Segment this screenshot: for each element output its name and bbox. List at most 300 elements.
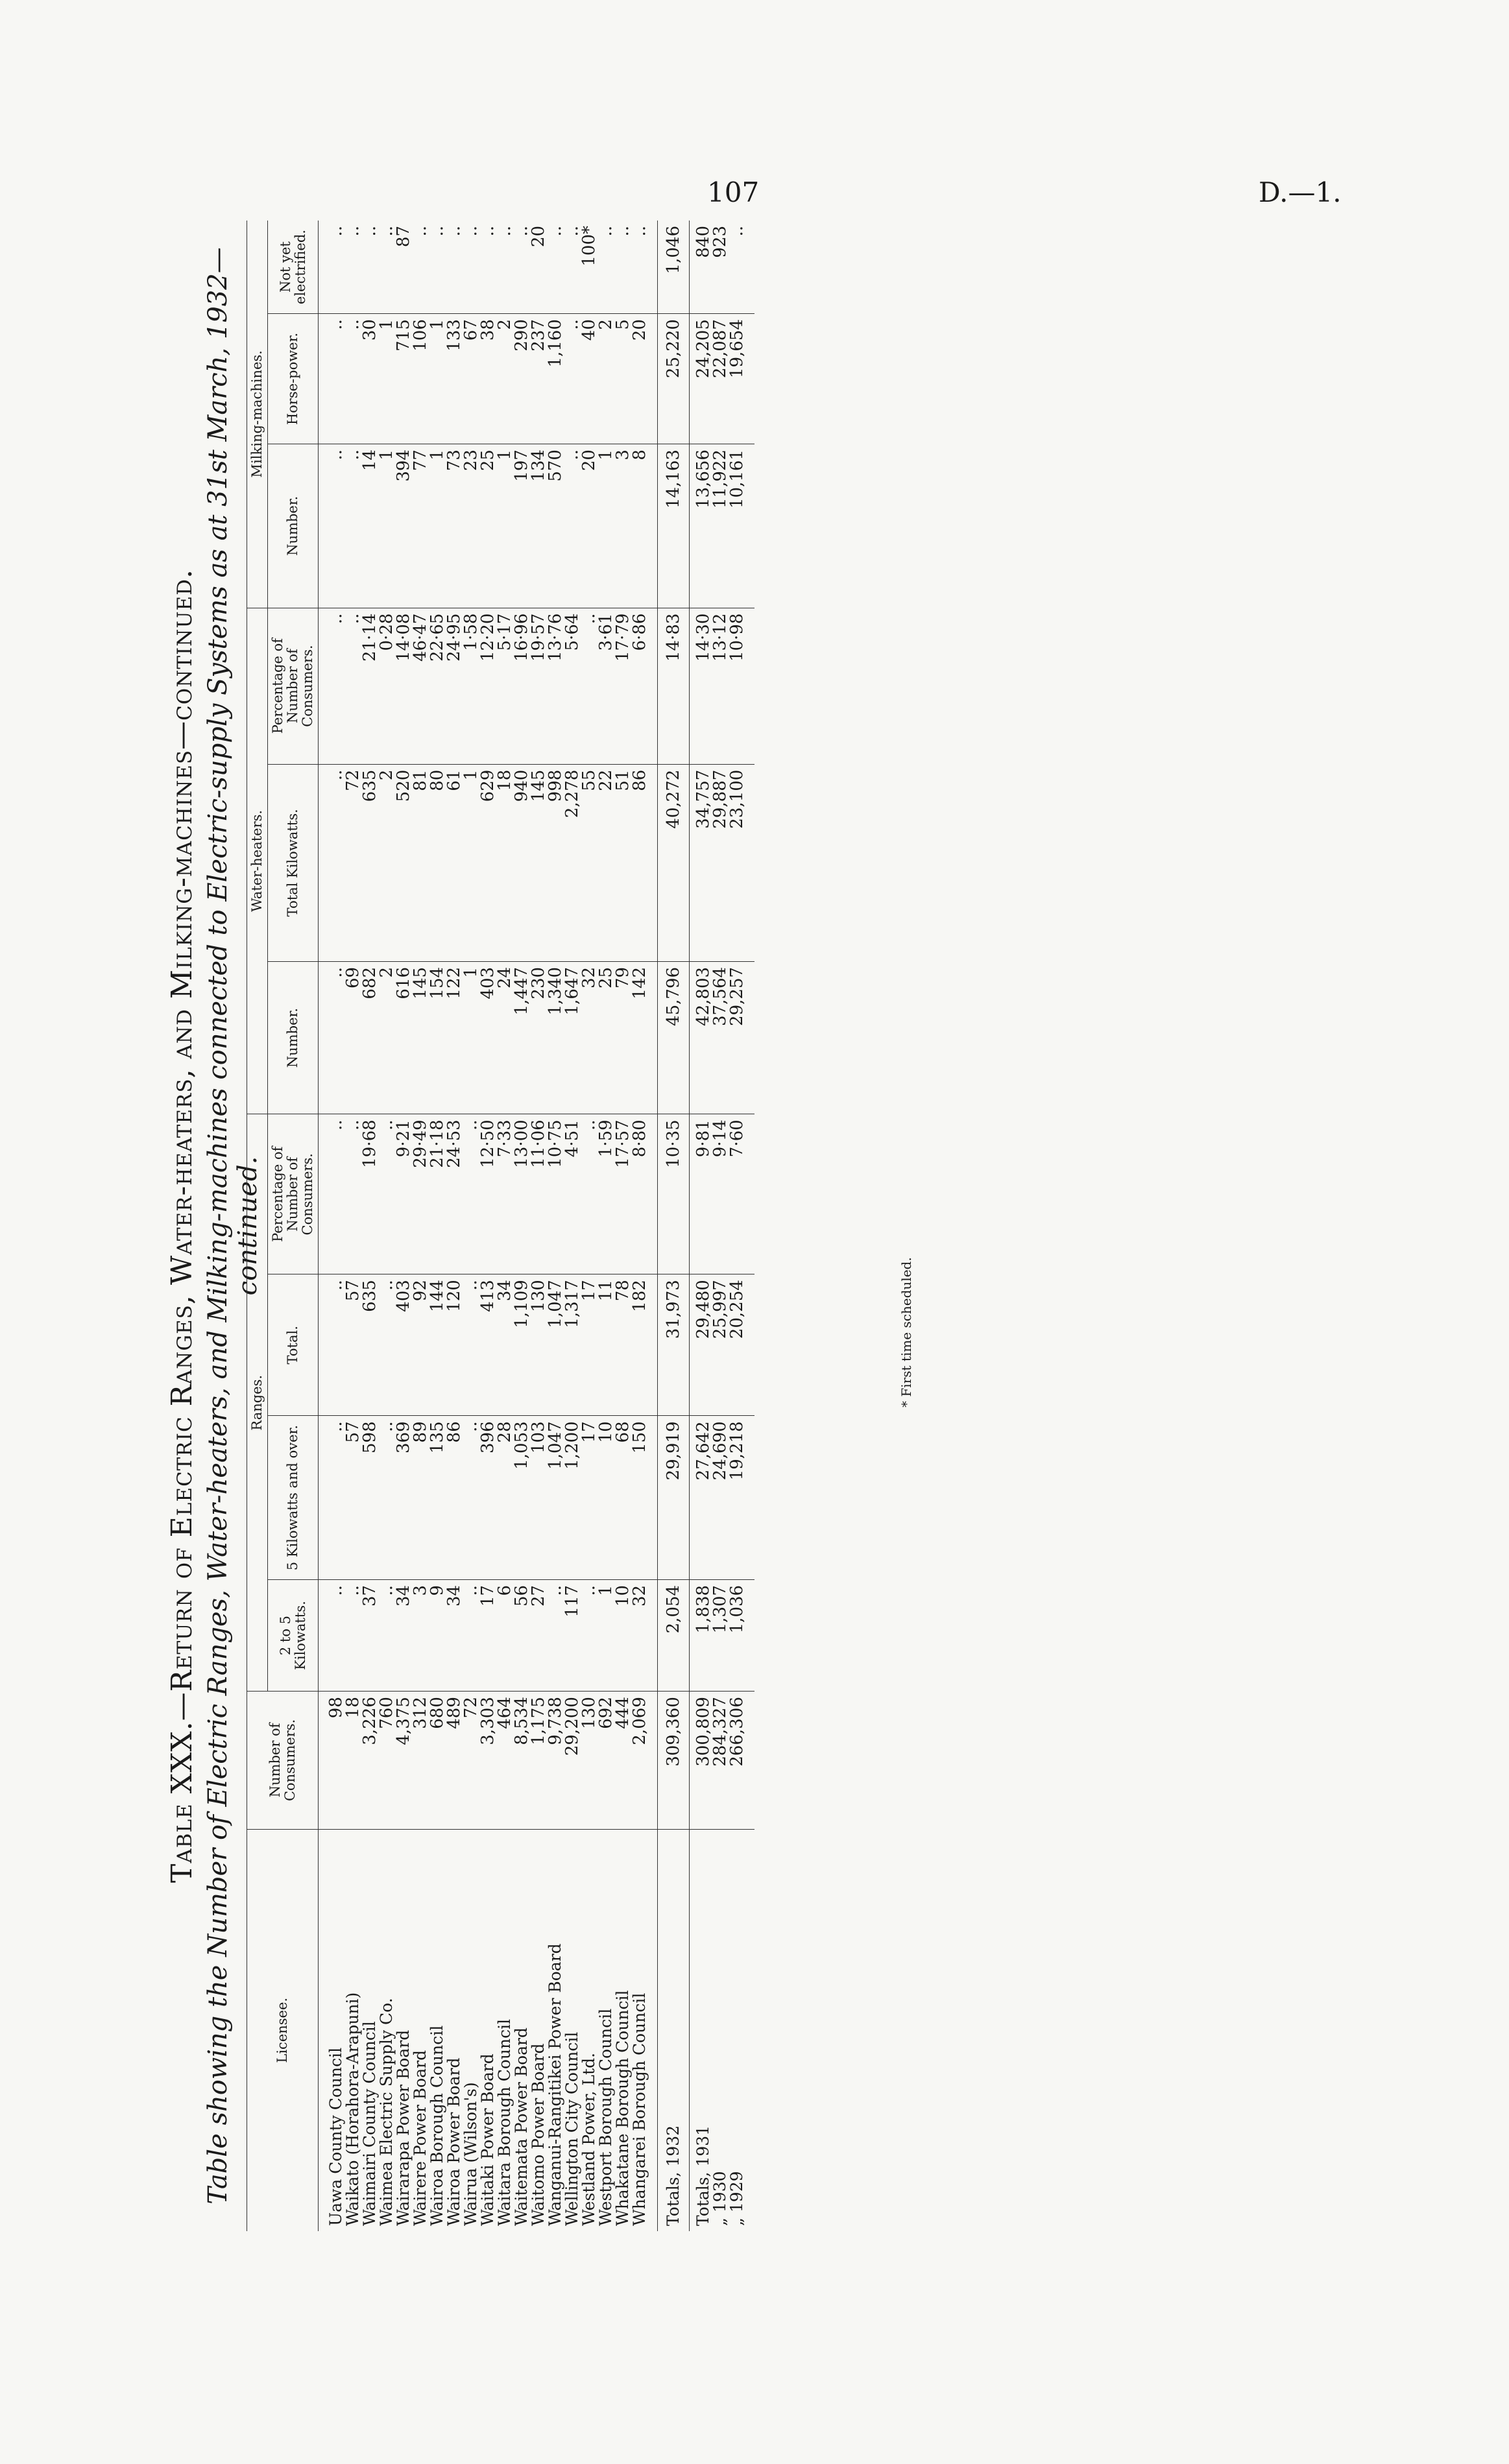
value-cell-wpct: 19·57 xyxy=(530,608,547,764)
value-cell-mhp: .. xyxy=(344,314,361,444)
value-cell-mhp: 40 xyxy=(581,314,598,444)
value-cell-mnum: .. xyxy=(328,444,344,608)
header-ranges-5over: 5 Kilowatts and over. xyxy=(268,1416,319,1580)
licensee-cell: Totals, 1931 xyxy=(690,1829,712,2231)
value-cell-mhp: .. xyxy=(564,314,581,444)
table-row xyxy=(530,221,547,2231)
value-cell-r5: 396 xyxy=(479,1416,496,1580)
value-cell-rtot: 31,973 xyxy=(658,1274,690,1416)
value-cell-wnum: 32 xyxy=(581,961,598,1114)
value-cell-consumers: 489 xyxy=(446,1692,463,1829)
value-cell-mny: .. xyxy=(478,226,498,237)
spacer-cell xyxy=(648,221,658,314)
value-cell-mhp: 24,205 xyxy=(690,314,712,444)
value-cell-mnum: 134 xyxy=(530,444,547,608)
value-cell-rpct: 7·60 xyxy=(729,1114,745,1274)
licensee-cell: Wairoa Power Board xyxy=(446,1829,463,2231)
spacer-cell xyxy=(745,764,754,961)
spacer-cell xyxy=(319,608,328,764)
value-cell-rpct: .. xyxy=(581,1114,598,1274)
value-cell-rpct: 12·50 xyxy=(479,1114,496,1274)
value-cell-mny: .. xyxy=(512,226,531,237)
value-cell-wkw: 86 xyxy=(631,764,648,961)
value-cell-rpct: 17·57 xyxy=(614,1114,631,1274)
value-cell-rpct: .. xyxy=(378,1114,395,1274)
table-row xyxy=(378,221,395,2231)
value-cell-wkw: 51 xyxy=(614,764,631,961)
value-cell-r5: 10 xyxy=(598,1416,614,1580)
licensee-cell: Uawa County Council xyxy=(328,1829,344,2231)
value-cell-wnum: 24 xyxy=(496,961,513,1114)
value-cell-r25: .. xyxy=(581,1579,598,1691)
value-cell-mnum: 1 xyxy=(598,444,614,608)
licensee-cell: „ 1930 xyxy=(712,1829,729,2231)
value-cell-rtot: 635 xyxy=(361,1274,378,1416)
value-cell-mhp: 25,220 xyxy=(658,314,690,444)
value-cell-consumers: 29,200 xyxy=(564,1692,581,1829)
value-cell-wnum: 154 xyxy=(429,961,446,1114)
totals-row xyxy=(658,221,690,2231)
header-water-heaters: Water-heaters. xyxy=(247,608,268,1114)
value-cell-wnum: 1 xyxy=(463,961,479,1114)
value-cell-mny: .. xyxy=(360,226,380,237)
spacer-cell xyxy=(745,1274,754,1416)
value-cell-wpct: 13·76 xyxy=(547,608,564,764)
value-cell-wkw: 635 xyxy=(361,764,378,961)
licensee-cell: Wairere Power Board xyxy=(412,1829,429,2231)
value-cell-mny: 840 xyxy=(694,226,713,258)
spacer-cell xyxy=(319,764,328,961)
value-cell-consumers: 312 xyxy=(412,1692,429,1829)
value-cell-rtot: 17 xyxy=(581,1274,598,1416)
value-cell-wpct: .. xyxy=(344,608,361,764)
spacer-cell xyxy=(745,1416,754,1580)
value-cell-mny: 100* xyxy=(579,226,599,267)
value-cell-mhp: 22,087 xyxy=(712,314,729,444)
value-cell-mhp: 1 xyxy=(378,314,395,444)
value-cell-r5: 24,690 xyxy=(712,1416,729,1580)
value-cell-r5: 598 xyxy=(361,1416,378,1580)
licensee-cell: Waitemata Power Board xyxy=(513,1829,530,2231)
value-cell-wnum: 616 xyxy=(395,961,412,1114)
value-cell-mhp: 237 xyxy=(530,314,547,444)
value-cell-wpct: .. xyxy=(328,608,344,764)
value-cell-r5: 86 xyxy=(446,1416,463,1580)
value-cell-rtot: .. xyxy=(378,1274,395,1416)
spacer-cell xyxy=(319,1114,328,1274)
value-cell-mhp: 5 xyxy=(614,314,631,444)
value-cell-mhp: 38 xyxy=(479,314,496,444)
value-cell-wpct: 22·65 xyxy=(429,608,446,764)
prior-year-row xyxy=(712,221,729,2231)
value-cell-rpct: .. xyxy=(344,1114,361,1274)
value-cell-r5: .. xyxy=(328,1416,344,1580)
value-cell-r5: 28 xyxy=(496,1416,513,1580)
value-cell-r25: 1,838 xyxy=(690,1579,712,1691)
licensee-cell: Waitaki Power Board xyxy=(479,1829,496,2231)
table-row xyxy=(446,221,463,2231)
table-row xyxy=(631,221,648,2231)
value-cell-consumers: 444 xyxy=(614,1692,631,1829)
value-cell-wnum: 1,647 xyxy=(564,961,581,1114)
value-cell-rtot: 403 xyxy=(395,1274,412,1416)
value-cell-wpct: 17·79 xyxy=(614,608,631,764)
value-cell-mnum: 197 xyxy=(513,444,530,608)
table-row xyxy=(361,221,378,2231)
value-cell-r5: 150 xyxy=(631,1416,648,1580)
value-cell-mnum: .. xyxy=(344,444,361,608)
value-cell-r25: 9 xyxy=(429,1579,446,1691)
value-cell-wkw: 2,278 xyxy=(564,764,581,961)
licensee-cell: Westport Borough Council xyxy=(598,1829,614,2231)
value-cell-wkw: 34,757 xyxy=(690,764,712,961)
licensee-cell: Waitara Borough Council xyxy=(496,1829,513,2231)
value-cell-rpct: .. xyxy=(328,1114,344,1274)
value-cell-r25: 1 xyxy=(598,1579,614,1691)
spacer-cell xyxy=(648,1416,658,1580)
value-cell-r25: 34 xyxy=(446,1579,463,1691)
value-cell-wnum: .. xyxy=(328,961,344,1114)
value-cell-mhp: 20 xyxy=(631,314,648,444)
header-licensee: Licensee. xyxy=(247,1829,319,2231)
value-cell-rtot: 120 xyxy=(446,1274,463,1416)
value-cell-mny: .. xyxy=(326,226,346,237)
spacer-cell xyxy=(319,314,328,444)
value-cell-rtot: 1,047 xyxy=(547,1274,564,1416)
value-cell-wnum: 230 xyxy=(530,961,547,1114)
value-cell-mny: 20 xyxy=(529,226,548,248)
value-cell-wnum: 29,257 xyxy=(729,961,745,1114)
value-cell-consumers: 3,303 xyxy=(479,1692,496,1829)
header-ranges-2to5: 2 to 5 Kilowatts. xyxy=(268,1579,319,1691)
spacer-cell xyxy=(319,1579,328,1691)
value-cell-mnum: 8 xyxy=(631,444,648,608)
value-cell-rtot: 1,109 xyxy=(513,1274,530,1416)
value-cell-r5: 17 xyxy=(581,1416,598,1580)
value-cell-mhp: 1 xyxy=(429,314,446,444)
value-cell-wnum: 25 xyxy=(598,961,614,1114)
value-cell-consumers: 2,069 xyxy=(631,1692,648,1829)
value-cell-wpct: 14·83 xyxy=(658,608,690,764)
licensee-cell: Whangarei Borough Council xyxy=(631,1829,648,2231)
value-cell-rtot: 182 xyxy=(631,1274,648,1416)
value-cell-r25: 17 xyxy=(479,1579,496,1691)
value-cell-rpct: 29·49 xyxy=(412,1114,429,1274)
value-cell-r5: 103 xyxy=(530,1416,547,1580)
spacer-row xyxy=(319,221,328,2231)
value-cell-rtot: 78 xyxy=(614,1274,631,1416)
table-row xyxy=(479,221,496,2231)
prior-year-row xyxy=(729,221,745,2231)
value-cell-rpct: 9·21 xyxy=(395,1114,412,1274)
value-cell-wkw: 40,272 xyxy=(658,764,690,961)
spacer-cell xyxy=(745,1829,754,2231)
table-row xyxy=(412,221,429,2231)
value-cell-wkw: 18 xyxy=(496,764,513,961)
licensee-cell: Westland Power, Ltd. xyxy=(581,1829,598,2231)
value-cell-mny: .. xyxy=(444,226,464,237)
value-cell-r25: 10 xyxy=(614,1579,631,1691)
table-row xyxy=(614,221,631,2231)
value-cell-rtot: 25,997 xyxy=(712,1274,729,1416)
value-cell-wpct: 24·95 xyxy=(446,608,463,764)
value-cell-rpct: 8·80 xyxy=(631,1114,648,1274)
value-cell-mny: 923 xyxy=(710,226,730,258)
value-cell-consumers: 309,360 xyxy=(658,1692,690,1829)
value-cell-consumers: 130 xyxy=(581,1692,598,1829)
value-cell-wkw: 629 xyxy=(479,764,496,961)
value-cell-consumers: 464 xyxy=(496,1692,513,1829)
licensee-cell: Waikato (Horahora-Arapuni) xyxy=(344,1829,361,2231)
value-cell-rtot: 57 xyxy=(344,1274,361,1416)
value-cell-wnum: 1,340 xyxy=(547,961,564,1114)
value-cell-rtot: 92 xyxy=(412,1274,429,1416)
table-title: Table XXX.—Return of Electric Ranges, Water-heaters, and Milking-machines—continued. xyxy=(165,569,199,1883)
value-cell-mny: .. xyxy=(495,226,514,237)
spacer-cell xyxy=(648,1274,658,1416)
value-cell-r25: 34 xyxy=(395,1579,412,1691)
value-cell-mnum: 73 xyxy=(446,444,463,608)
value-cell-wnum: 37,564 xyxy=(712,961,729,1114)
value-cell-consumers: 3,226 xyxy=(361,1692,378,1829)
spacer-cell xyxy=(745,1692,754,1829)
spacer-cell xyxy=(648,961,658,1114)
value-cell-mhp: 2 xyxy=(598,314,614,444)
value-cell-rpct: 7·33 xyxy=(496,1114,513,1274)
value-cell-rpct: .. xyxy=(463,1114,479,1274)
value-cell-mny: 1,046 xyxy=(658,221,690,314)
table-row xyxy=(564,221,581,2231)
value-cell-mhp: 1,160 xyxy=(547,314,564,444)
value-cell-wkw: 145 xyxy=(530,764,547,961)
spacer-cell xyxy=(745,608,754,764)
value-cell-mny: .. xyxy=(613,226,633,237)
value-cell-mny: .. xyxy=(562,226,582,237)
licensee-cell: Waitomo Power Board xyxy=(530,1829,547,2231)
table-row xyxy=(513,221,530,2231)
licensee-cell: Waimea Electric Supply Co. xyxy=(378,1829,395,2231)
value-cell-rpct: 24·53 xyxy=(446,1114,463,1274)
spacer-cell xyxy=(319,444,328,608)
licensee-cell: Whakatane Borough Council xyxy=(614,1829,631,2231)
licensee-cell: Wairoa Borough Council xyxy=(429,1829,446,2231)
value-cell-wkw: 998 xyxy=(547,764,564,961)
value-cell-wpct: 13·12 xyxy=(712,608,729,764)
licensee-cell: „ 1929 xyxy=(729,1829,745,2231)
value-cell-mnum: 3 xyxy=(614,444,631,608)
value-cell-wpct: 6·86 xyxy=(631,608,648,764)
spacer-cell xyxy=(648,314,658,444)
value-cell-r25: .. xyxy=(547,1579,564,1691)
value-cell-mny: .. xyxy=(377,226,396,237)
spacer-cell xyxy=(745,314,754,444)
value-cell-wpct: 5·17 xyxy=(496,608,513,764)
value-cell-wkw: 940 xyxy=(513,764,530,961)
header-milking-number: Number. xyxy=(268,444,319,608)
value-cell-mnum: .. xyxy=(564,444,581,608)
value-cell-rtot: 34 xyxy=(496,1274,513,1416)
header-ranges: Ranges. xyxy=(247,1114,268,1692)
value-cell-r5: 369 xyxy=(395,1416,412,1580)
value-cell-consumers: 9,738 xyxy=(547,1692,564,1829)
value-cell-wpct: 14·08 xyxy=(395,608,412,764)
value-cell-r5: 68 xyxy=(614,1416,631,1580)
value-cell-wnum: 122 xyxy=(446,961,463,1114)
value-cell-mnum: 1 xyxy=(429,444,446,608)
value-cell-r25: 6 xyxy=(496,1579,513,1691)
value-cell-rtot: 144 xyxy=(429,1274,446,1416)
value-cell-wkw: 520 xyxy=(395,764,412,961)
value-cell-rpct: 10·35 xyxy=(658,1114,690,1274)
value-cell-consumers: 266,306 xyxy=(729,1692,745,1829)
licensee-cell: Wellington City Council xyxy=(564,1829,581,2231)
table-row xyxy=(581,221,598,2231)
value-cell-rpct: 9·14 xyxy=(712,1114,729,1274)
value-cell-consumers: 760 xyxy=(378,1692,395,1829)
value-cell-mny: .. xyxy=(630,226,649,237)
value-cell-mnum: 20 xyxy=(581,444,598,608)
value-cell-wkw: 1 xyxy=(463,764,479,961)
table-row xyxy=(547,221,564,2231)
value-cell-wpct: 12·20 xyxy=(479,608,496,764)
header-water-kw: Total Kilowatts. xyxy=(268,764,319,961)
value-cell-wkw: 29,887 xyxy=(712,764,729,961)
value-cell-r25: 27 xyxy=(530,1579,547,1691)
value-cell-mnum: 14,163 xyxy=(658,444,690,608)
value-cell-mhp: 19,654 xyxy=(729,314,745,444)
value-cell-mny: .. xyxy=(411,226,430,237)
value-cell-wnum: 42,803 xyxy=(690,961,712,1114)
spacer-cell xyxy=(745,1579,754,1691)
value-cell-r5: 1,047 xyxy=(547,1416,564,1580)
value-cell-mny: .. xyxy=(343,226,363,237)
table-row xyxy=(344,221,361,2231)
header-milking-hp: Horse-power. xyxy=(268,314,319,444)
licensee-cell: Waimairi County Council xyxy=(361,1829,378,2231)
value-cell-consumers: 98 xyxy=(328,1692,344,1829)
value-cell-wpct: 16·96 xyxy=(513,608,530,764)
value-cell-wpct: 5·64 xyxy=(564,608,581,764)
value-cell-wnum: 79 xyxy=(614,961,631,1114)
value-cell-r25: .. xyxy=(328,1579,344,1691)
value-cell-mnum: 77 xyxy=(412,444,429,608)
value-cell-wnum: 682 xyxy=(361,961,378,1114)
value-cell-wkw: 23,100 xyxy=(729,764,745,961)
value-cell-mhp: .. xyxy=(328,314,344,444)
value-cell-wpct: 0·28 xyxy=(378,608,395,764)
value-cell-wkw: 2 xyxy=(378,764,395,961)
value-cell-mny: .. xyxy=(727,226,747,237)
value-cell-r5: 1,053 xyxy=(513,1416,530,1580)
value-cell-rpct: 21·18 xyxy=(429,1114,446,1274)
spacer-cell xyxy=(745,444,754,608)
page-number: 107 xyxy=(707,176,760,208)
prior-year-row xyxy=(690,221,712,2231)
header-milking-machines: Milking-machines. xyxy=(247,221,268,608)
value-cell-mnum: 10,161 xyxy=(729,444,745,608)
value-cell-consumers: 692 xyxy=(598,1692,614,1829)
spacer-cell xyxy=(648,1579,658,1691)
spacer-cell xyxy=(648,608,658,764)
value-cell-consumers: 300,809 xyxy=(690,1692,712,1829)
value-cell-wkw: 72 xyxy=(344,764,361,961)
value-cell-wpct: 10·98 xyxy=(729,608,745,764)
value-cell-rtot: 11 xyxy=(598,1274,614,1416)
value-cell-rpct: 4·51 xyxy=(564,1114,581,1274)
value-cell-r5: 57 xyxy=(344,1416,361,1580)
value-cell-wpct: 46·47 xyxy=(412,608,429,764)
header-water-pct: Percentage of Number of Consumers. xyxy=(268,608,319,764)
value-cell-wnum: 1,447 xyxy=(513,961,530,1114)
value-cell-wkw: 22 xyxy=(598,764,614,961)
value-cell-rpct: 1·59 xyxy=(598,1114,614,1274)
spacer-row xyxy=(648,221,658,2231)
value-cell-rpct: 9·81 xyxy=(690,1114,712,1274)
spacer-cell xyxy=(648,444,658,608)
value-cell-r5: 89 xyxy=(412,1416,429,1580)
value-cell-mhp: 67 xyxy=(463,314,479,444)
header-ranges-pct: Percentage of Number of Consumers. xyxy=(268,1114,319,1274)
footnote: * First time scheduled. xyxy=(899,1257,914,1407)
value-cell-r25: 32 xyxy=(631,1579,648,1691)
table-row xyxy=(496,221,513,2231)
value-cell-r5: .. xyxy=(463,1416,479,1580)
spacer-cell xyxy=(319,961,328,1114)
spacer-row xyxy=(745,221,754,2231)
value-cell-r5: 19,218 xyxy=(729,1416,745,1580)
value-cell-consumers: 4,375 xyxy=(395,1692,412,1829)
value-cell-wkw: 80 xyxy=(429,764,446,961)
value-cell-consumers: 72 xyxy=(463,1692,479,1829)
value-cell-r5: 29,919 xyxy=(658,1416,690,1580)
value-cell-wpct: 3·61 xyxy=(598,608,614,764)
value-cell-r25: 3 xyxy=(412,1579,429,1691)
value-cell-r5: 1,200 xyxy=(564,1416,581,1580)
value-cell-r25: 1,036 xyxy=(729,1579,745,1691)
spacer-cell xyxy=(745,221,754,314)
table-subtitle: Table showing the Number of Electric Ranges, Water-heaters, and Milking-machines connected to Electric-supply Systems as at 31st March, 1932—continued. xyxy=(203,247,263,2205)
header-consumers: Number of Consumers. xyxy=(247,1692,319,1829)
value-cell-wnum: 403 xyxy=(479,961,496,1114)
value-cell-rtot: 413 xyxy=(479,1274,496,1416)
value-cell-mhp: 2 xyxy=(496,314,513,444)
value-cell-r25: 56 xyxy=(513,1579,530,1691)
table-row xyxy=(395,221,412,2231)
value-cell-mhp: 133 xyxy=(446,314,463,444)
value-cell-mnum: 1 xyxy=(378,444,395,608)
licensee-cell: Wairua (Wilson's) xyxy=(463,1829,479,2231)
value-cell-wkw: 61 xyxy=(446,764,463,961)
value-cell-wkw: .. xyxy=(328,764,344,961)
licensee-cell: Wanganui-Rangitikei Power Board xyxy=(547,1829,564,2231)
value-cell-rtot: .. xyxy=(463,1274,479,1416)
value-cell-rpct: 10·75 xyxy=(547,1114,564,1274)
returns-table xyxy=(247,221,754,2231)
spacer-cell xyxy=(319,1416,328,1580)
value-cell-mny: .. xyxy=(428,226,447,237)
value-cell-rtot: 130 xyxy=(530,1274,547,1416)
value-cell-mny: .. xyxy=(596,226,616,237)
spacer-cell xyxy=(648,1829,658,2231)
value-cell-mnum: 25 xyxy=(479,444,496,608)
rotated-table-block xyxy=(165,221,1009,2231)
value-cell-rpct: 13·00 xyxy=(513,1114,530,1274)
value-cell-wnum: 45,796 xyxy=(658,961,690,1114)
value-cell-r25: .. xyxy=(463,1579,479,1691)
value-cell-mnum: 1 xyxy=(496,444,513,608)
spacer-cell xyxy=(648,1114,658,1274)
header-milking-not-yet: Not yet electrified. xyxy=(268,221,319,314)
